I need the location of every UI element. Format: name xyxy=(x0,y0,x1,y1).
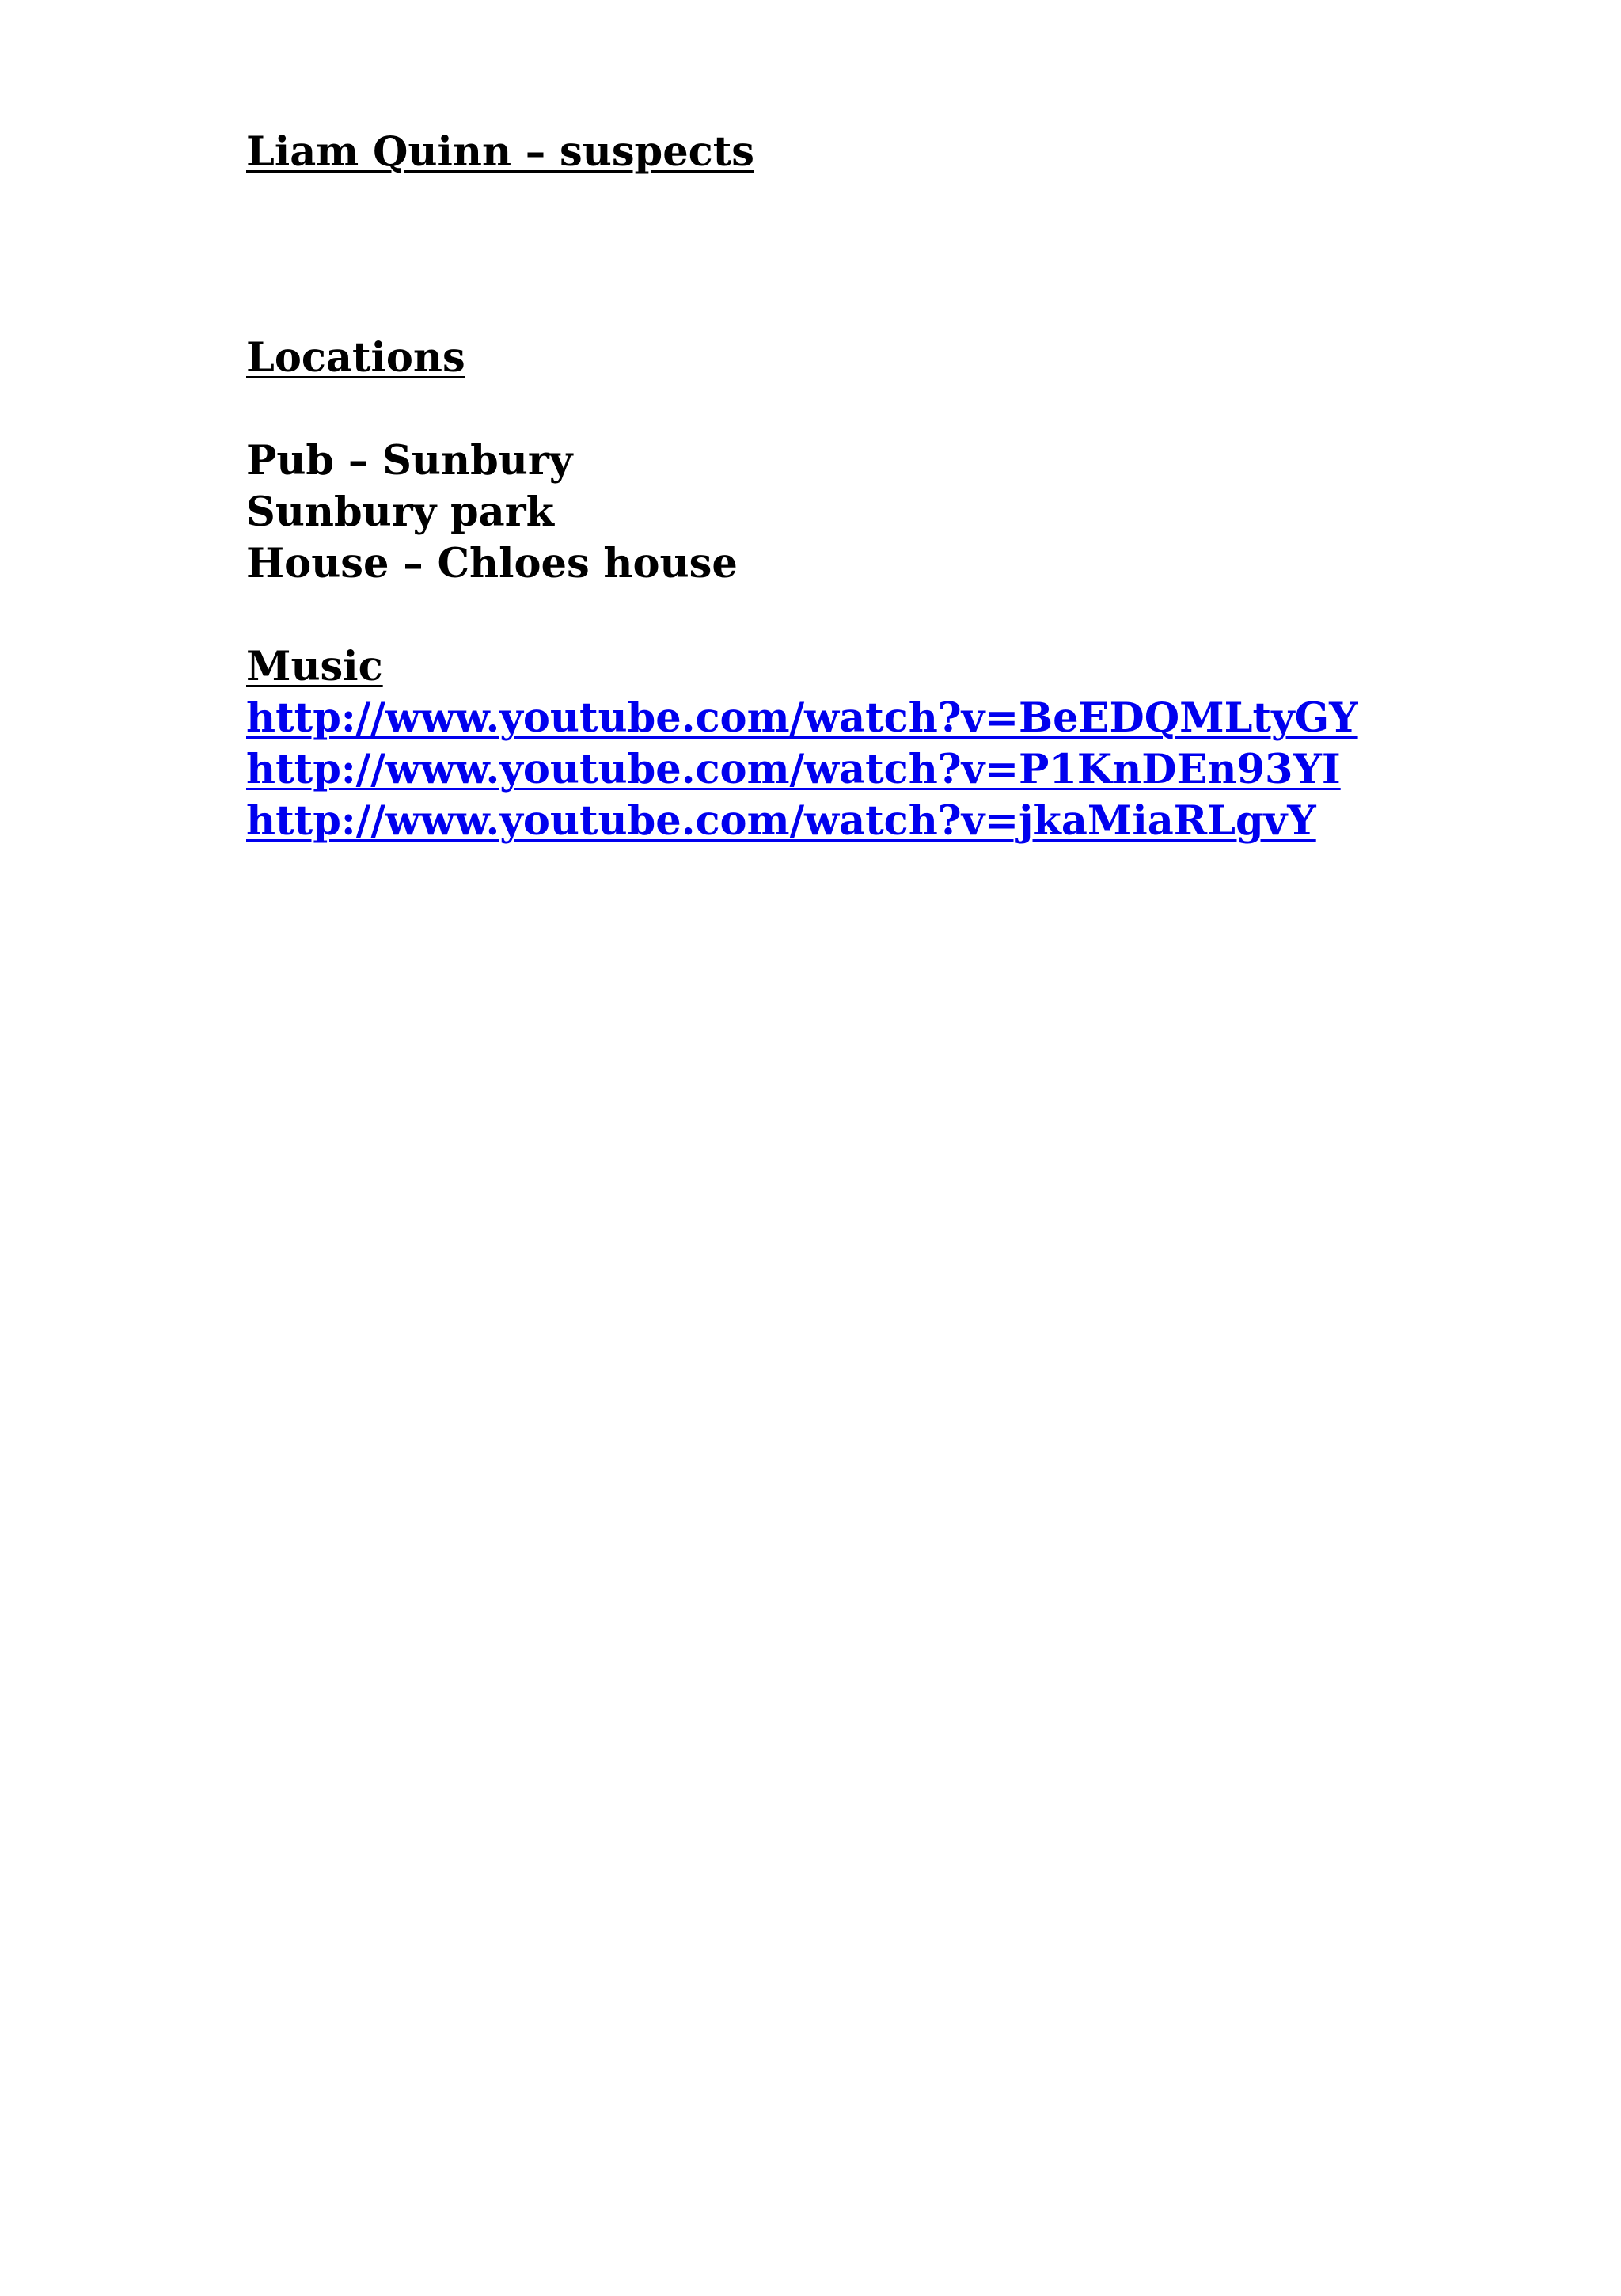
spacer xyxy=(246,590,1513,641)
spacer xyxy=(246,178,1513,333)
location-item: Sunbury park xyxy=(246,488,554,536)
location-item: House – Chloes house xyxy=(246,540,738,587)
music-link[interactable]: http://www.youtube.com/watch?v=P1KnDEn93YI xyxy=(246,746,1341,793)
page-title: Liam Quinn – suspects xyxy=(246,128,754,176)
music-heading: Music xyxy=(246,643,383,690)
spacer xyxy=(246,384,1513,435)
music-link[interactable]: http://www.youtube.com/watch?v=BeEDQMLtyGY xyxy=(246,694,1358,742)
location-item: Pub – Sunbury xyxy=(246,437,573,485)
music-link[interactable]: http://www.youtube.com/watch?v=jkaMiaRLgvY xyxy=(246,797,1316,845)
document-body xyxy=(246,127,1513,847)
locations-heading: Locations xyxy=(246,334,465,382)
